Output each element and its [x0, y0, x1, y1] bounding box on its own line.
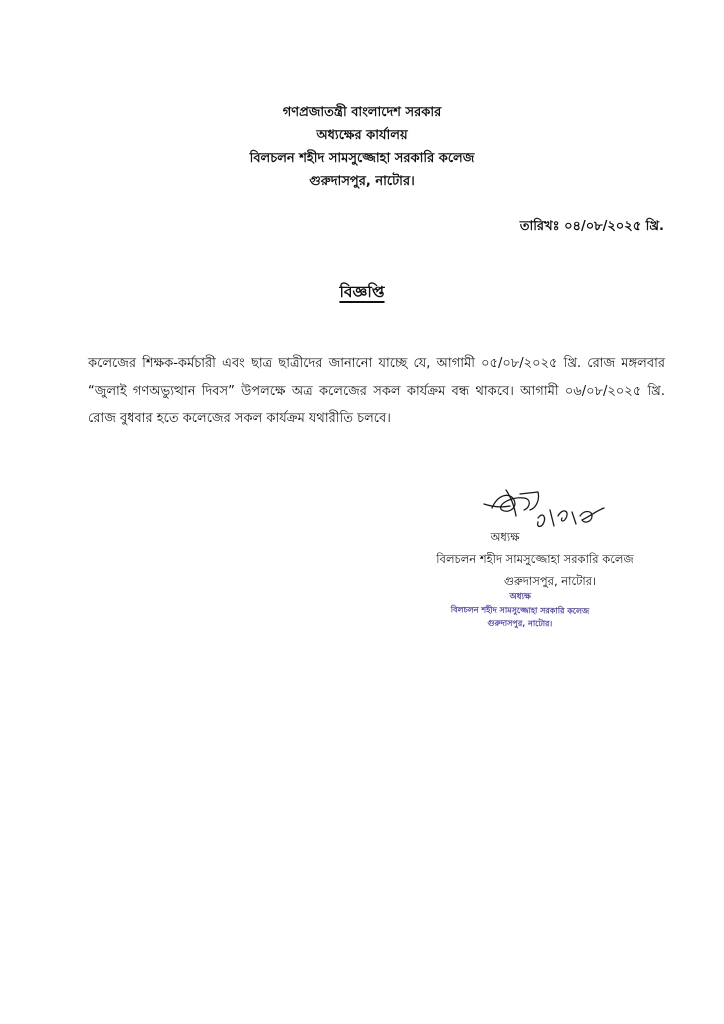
- document-header: [0, 101, 724, 193]
- signatory-location: গুরুদাসপুর, নাটোর।: [503, 574, 597, 588]
- stamp-location: গুরুদাসপুর, নাটোর।: [487, 618, 553, 629]
- notice-title: [0, 280, 724, 306]
- signature-date: ৪/৮/২৫: [480, 486, 484, 487]
- notice-title-text: বিজ্ঞপ্তি: [339, 283, 385, 301]
- college-name: বিলচলন শহীদ সামসুজ্জোহা সরকারি কলেজ: [249, 151, 475, 166]
- college-location: গুরুদাসপুর, নাটোর।: [309, 174, 415, 189]
- signatory-institution: বিলচলন শহীদ সামসুজ্জোহা সরকারি কলেজ: [436, 552, 634, 566]
- official-seal-stamp: [420, 590, 620, 631]
- office-name: অধ্যক্ষের কার্যালয়: [316, 128, 408, 143]
- notice-body: কলেজের শিক্ষক-কর্মচারী এবং ছাত্র ছাত্রীদের জানানো যাচ্ছে যে, আগামী ০৫/০৮/২০২৫ খ্রি. রোজ মঙ্গলবার “জুলাই গণঅভ্যুত্থান দিবস” উপলক্ষে অত্র কলেজের সকল কার্যক্রম বন্ধ থাকবে। আগামী ০৬/০৮/২০২৫ খ্রি. রোজ বুধবার হতে কলেজের সকল কার্যক্রম যথারীতি চলবে।: [88, 356, 665, 426]
- stamp-institution: বিলচলন শহীদ সামসুজ্জোহা সরকারি কলেজ: [450, 605, 590, 616]
- stamp-title: অধ্যক্ষ: [509, 591, 531, 603]
- government-name: গণপ্রজাতন্ত্রী বাংলাদেশ সরকার: [282, 105, 442, 120]
- signatory-title: অধ্যক্ষ: [490, 530, 520, 544]
- notice-date: তারিখঃ ০৪/০৮/২০২৫ খ্রি.: [519, 219, 664, 234]
- signatory-block: [400, 526, 670, 592]
